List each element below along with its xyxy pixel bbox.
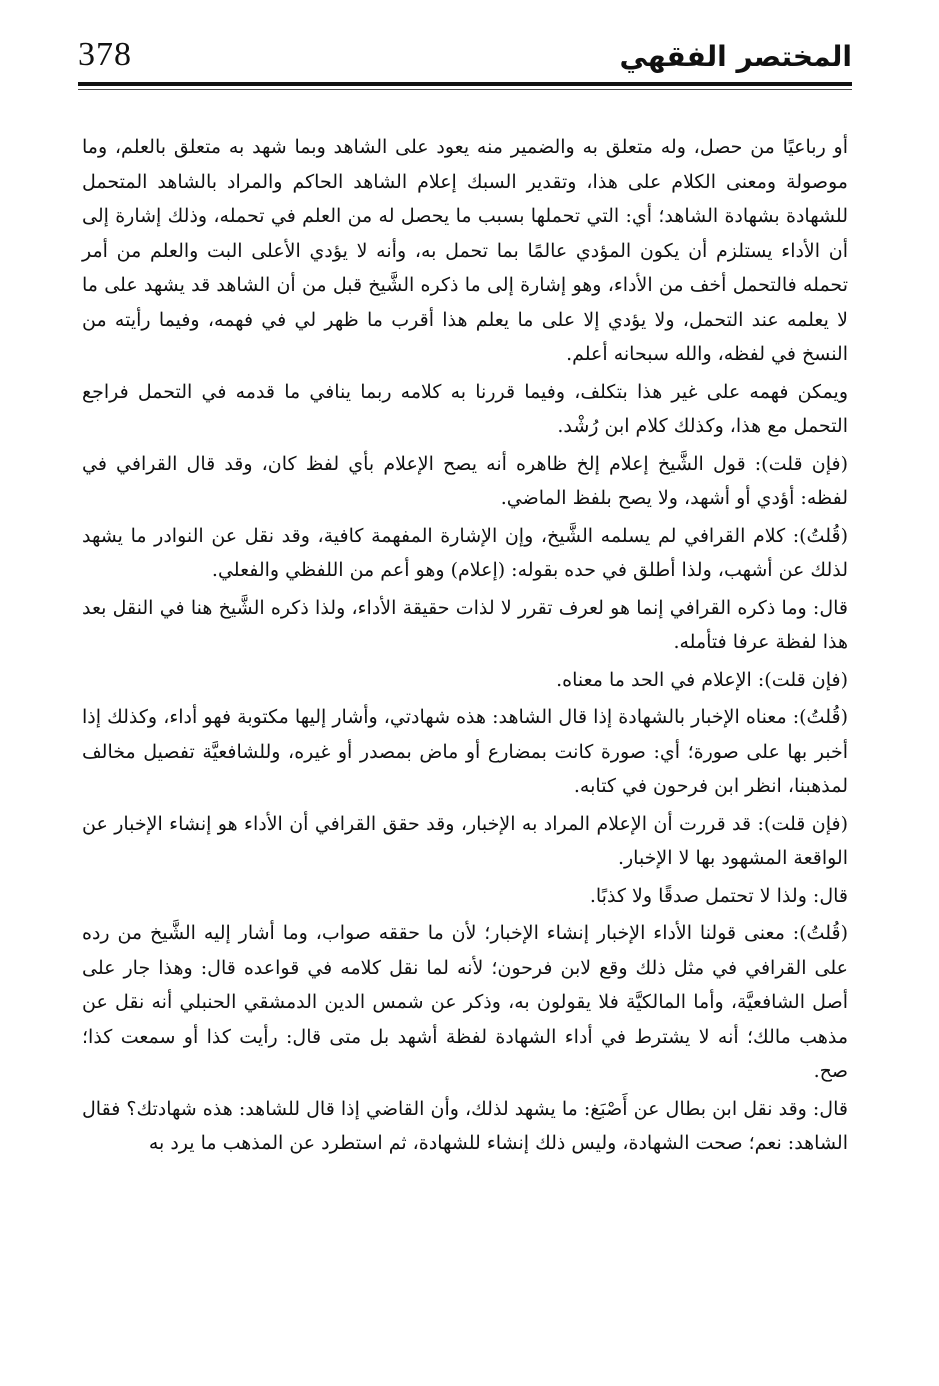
paragraph-3: (فإن قلت): قول الشَّيخ إعلام إلخ ظاهره أنه يصح الإعلام بأي لفظ كان، وقد قال القرافي في لفظه: أؤدي أو أشهد، ولا يصح بلفظ الماضي. [82, 452, 848, 509]
paragraph-9: قال: ولذا لا تحتمل صدقًا ولا كذبًا. [589, 884, 848, 907]
page-number: 378 [78, 36, 132, 73]
paragraph-8: (فإن قلت): قد قررت أن الإعلام المراد به الإخبار، وقد حقق القرافي أن الأداء هو إنشاء الإخبار عن الواقعة المشهود بها لا الإخبار. [82, 812, 848, 869]
paragraph-4: (قُلتُ): كلام القرافي لم يسلمه الشَّيخ، وإن الإشارة المفهمة كافية، وقد نقل عن النوادر ما يشهد لذلك عن أشهب، ولذا أطلق في حده بقوله: (إعلام) وهو أعم من اللفظي والفعلي. [82, 524, 848, 581]
paragraph-2: ويمكن فهمه على غير هذا بتكلف، وفيما قررنا به كلامه ربما ينافي ما قدمه في التحمل فراجع التحمل مع هذا، وكذلك كلام ابن رُشْد. [82, 380, 848, 437]
paragraph-5: قال: وما ذكره القرافي إنما هو لعرف تقرر لا لذات حقيقة الأداء، ولذا ذكره الشَّيخ هنا في النقل بعد هذا لفظة عرفا فتأمله. [82, 596, 848, 653]
page-header [78, 30, 852, 82]
paragraph-7: (قُلتُ): معناه الإخبار بالشهادة إذا قال الشاهد: هذه شهادتي، وأشار إليها مكتوبة فهو أداء، وكذلك إذا أخبر بها على صورة؛ أي: صورة كانت بمضارع أو ماض بمصدر أو غيره، وللشافعيَّة تفصيل مخالف لمذهبنا، انظر ابن فرحون في كتابه. [82, 706, 848, 797]
page-body [82, 130, 848, 1164]
header-rule-thick [78, 82, 852, 86]
paragraph-1: أو رباعيًا من حصل، وله متعلق به والضمير منه يعود على الشاهد وبما شهد به متعلق بالعلم، وما موصولة ومعنى الكلام على هذا، وتقدير السبك إعلام الشاهد الحاكم والمراد بالشاهد المتحمل للشهادة بشهادة الشاهد؛ أي: التي تحملها بسبب ما يحصل له من العلم في تحمله، وذلك إشارة إلى أن الأداء يستلزم أن يكون المؤدي عالمًا بما تحمل به، وأنه لا يؤدي الأعلى البت والعلم من أمر تحمله فالتحمل أخف من الأداء، وهو إشارة إلى ما ذكره الشَّيخ قبل من أن الشاهد قد يشهد على ما لا يعلمه عند التحمل، ولا يؤدي إلا على ما يعلم هذا أقرب ما ظهر لي في فهمه، وفيما رأيته من النسخ في لفظه، والله سبحانه أعلم. [82, 136, 848, 365]
paragraph-11: قال: وقد نقل ابن بطال عن أَصْبَغ: ما يشهد لذلك، وأن القاضي إذا قال للشاهد: هذه شهادتك؟ فقال الشاهد: نعم؛ صحت الشهادة، وليس ذلك إنشاء للشهادة، ثم استطرد عن المذهب ما يرد به [82, 1097, 848, 1154]
paragraph-6: (فإن قلت): الإعلام في الحد ما معناه. [556, 668, 848, 691]
book-title: المختصر الفقهي [619, 40, 852, 73]
header-rule-thin [78, 89, 852, 90]
paragraph-10: (قُلتُ): معنى قولنا الأداء الإخبار إنشاء الإخبار؛ لأن ما حققه صواب، وما أشار إليه الشَّيخ من رده على القرافي في مثل ذلك وقع لابن فرحون؛ لأنه لما نقل كلامه في قواعده قال: وهذا جار على أصل الشافعيَّة، وأما المالكيَّة فلا يقولون به، وذكر عن شمس الدين الدمشقي الحنبلي أنه نقل عن مذهب مالك؛ أنه لا يشترط في أداء الشهادة لفظة أشهد بل متى قال: رأيت كذا أو سمعت كذا؛ صح. [82, 922, 848, 1082]
